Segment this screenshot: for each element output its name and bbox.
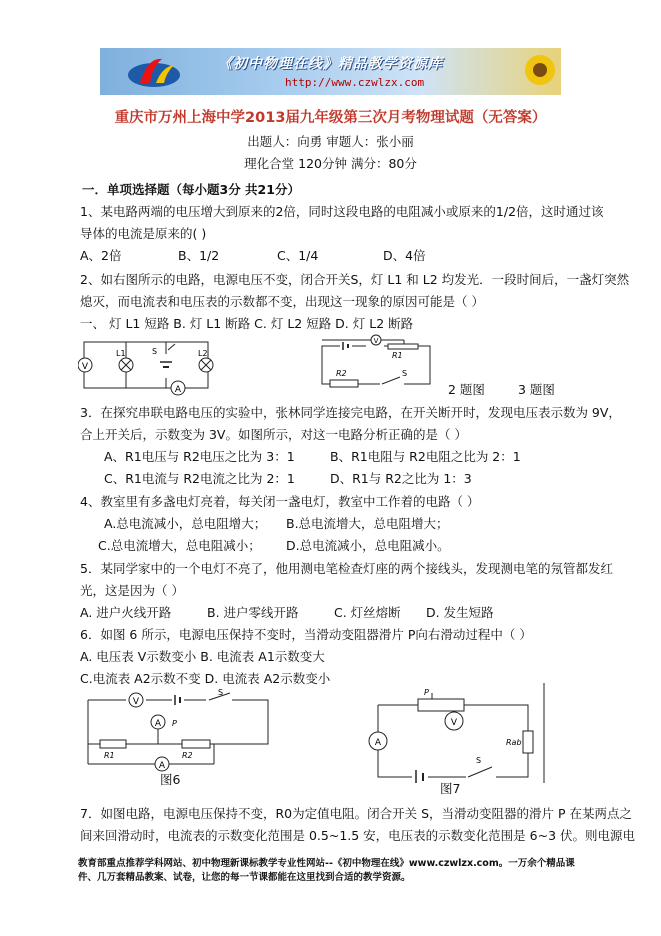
fig6-ammeter2-label: A <box>158 761 166 771</box>
q2-circuit-figure <box>78 334 218 396</box>
banner-url[interactable]: http://www.czwlzx.com <box>285 76 425 89</box>
header-banner <box>100 48 561 95</box>
q7-line1: 7．如图电路，电源电压保持不变，R0为定值电阻。闭合开关 S，当滑动变阻器的滑片 P 在某两点之 <box>80 806 632 821</box>
section-heading: 一．单项选择题（每小题3分 共21分） <box>82 182 300 197</box>
fig7-circuit <box>368 683 552 783</box>
logo-icon <box>126 53 186 91</box>
q1-option-d: D、4倍 <box>383 248 426 263</box>
fig7-slider-p-label: P <box>424 688 429 697</box>
footer-note <box>78 857 598 885</box>
q7-line2: 间来回滑动时，电流表的示数变化范围是 0.5~1.5 安，电压表的示数变化范围是 6~3 伏。则电源电 <box>80 828 636 843</box>
fig6-r1-label: R1 <box>104 751 115 760</box>
switch-s-label: S <box>152 347 158 356</box>
q3-option-c: C、R1电流与 R2电流之比为 2：1 <box>104 471 295 486</box>
q2-line2: 熄灭，而电流表和电压表的示数都不变，出现这一现象的原因可能是（ ） <box>80 294 484 309</box>
fig6-circuit <box>78 686 274 786</box>
q1-option-a: A、2倍 <box>80 248 122 263</box>
q1-line2: 导体的电流是原来的( ) <box>80 226 207 241</box>
q3-line1: 3．在探究串联电路电压的实验中，张林同学连接完电路，在开关断开时，发现电压表示数为 9V， <box>80 405 621 420</box>
q3-r2-label: R2 <box>336 369 347 378</box>
q2-options: 一、 灯 L1 短路 B. 灯 L1 断路 C. 灯 L2 短路 D. 灯 L2 断路 <box>80 316 414 331</box>
q4-option-b: B.总电流增大，总电阻增大； <box>286 516 449 531</box>
q4-option-c: C.总电流增大，总电阻减小； <box>98 538 261 553</box>
footer-line2: 件、几万套精品教案、试卷，让您的每一节课都能在这里找到合适的教学资源。 <box>78 872 411 883</box>
q3-voltmeter-label: V <box>373 337 379 345</box>
footer-line1: 教育部重点推荐学科网站、初中物理新课标教学专业性网站--《初中物理在线》www.czwlzx.com。一万余个精品课 <box>78 858 575 869</box>
q3-option-b: B、R1电阻与 R2电阻之比为 2：1 <box>330 449 521 464</box>
lamp-l2-label: L2 <box>198 349 208 358</box>
q3-circuit-figure <box>316 334 436 390</box>
q5-option-d: D. 发生短路 <box>426 605 494 620</box>
sunflower-icon <box>520 50 560 92</box>
fig6-r2-label: R2 <box>182 751 193 760</box>
fig7-caption: 图7 <box>440 781 461 796</box>
q3-r1-label: R1 <box>392 351 403 360</box>
q4-line1: 4、教室里有多盏电灯亮着，每关闭一盏电灯，教室中工作着的电路（ ） <box>80 494 480 509</box>
q3-switch-label: S <box>402 369 408 378</box>
q5-line2: 光，这是因为（ ） <box>80 583 184 598</box>
q2-line1: 2、如右图所示的电路，电源电压不变，闭合开关S，灯 L1 和 L2 均发光．一段时间后，一盏灯突然 <box>80 272 630 287</box>
voltmeter-label: V <box>81 362 89 372</box>
fig6-ammeter1-label: A <box>154 719 162 729</box>
fig6-caption: 图6 <box>160 772 181 787</box>
q6-options-ab: A. 电压表 V示数变小 B. 电流表 A1示数变大 <box>80 649 325 664</box>
q3-line2: 合上开关后，示数变为 3V。如图所示，对这一电路分析正确的是（ ） <box>80 427 467 442</box>
fig2-caption: 2 题图 <box>448 382 485 397</box>
q3-option-a: A、R1电压与 R2电压之比为 3：1 <box>104 449 295 464</box>
q3-option-d: D、R1与 R2之比为 1：3 <box>330 471 472 486</box>
fig6-slider-p-label: P <box>172 719 177 728</box>
fig6-voltmeter-label: V <box>132 697 140 707</box>
authors: 出题人：向勇 审题人：张小丽 <box>247 134 414 149</box>
ammeter-label: A <box>174 385 182 395</box>
q5-option-a: A. 进户火线开路 <box>80 605 172 620</box>
fig7-switch-label: S <box>476 756 482 765</box>
fig7-rab-label: Rab <box>506 738 522 747</box>
q1-line1: 1、某电路两端的电压增大到原来的2倍，同时这段电路的电阻减小或原来的1/2倍，这时通过该 <box>80 204 604 219</box>
q4-option-d: D.总电流减小，总电阻减小。 <box>286 538 450 553</box>
q4-option-a: A.总电流减小，总电阻增大； <box>104 516 267 531</box>
q6-options-cd: C.电流表 A2示数不变 D. 电流表 A2示数变小 <box>80 671 331 686</box>
fig3-caption: 3 题图 <box>518 382 555 397</box>
q1-option-b: B、1/2 <box>178 248 220 263</box>
q5-option-c: C. 灯丝熔断 <box>334 605 401 620</box>
fig7-ammeter-label: A <box>374 738 382 748</box>
banner-title: 《初中物理在线》精品教学资源库 <box>218 56 443 72</box>
q5-line1: 5．某同学家中的一个电灯不亮了，他用测电笔检查灯座的两个接线头，发现测电笔的氖管都发红 <box>80 561 613 576</box>
page-title: 重庆市万州上海中学2013届九年级第三次月考物理试题（无答案） <box>114 110 547 126</box>
q6-line1: 6．如图 6 所示，电源电压保持不变时，当滑动变阻器滑片 P向右滑动过程中（ ） <box>80 627 532 642</box>
fig6-switch-label: S <box>218 688 224 697</box>
q1-option-c: C、1/4 <box>277 248 319 263</box>
lamp-l1-label: L1 <box>116 349 126 358</box>
fig7-voltmeter-label: V <box>450 718 458 728</box>
q5-option-b: B. 进户零线开路 <box>207 605 299 620</box>
exam-info: 理化合堂 120分钟 满分：80分 <box>244 156 417 171</box>
